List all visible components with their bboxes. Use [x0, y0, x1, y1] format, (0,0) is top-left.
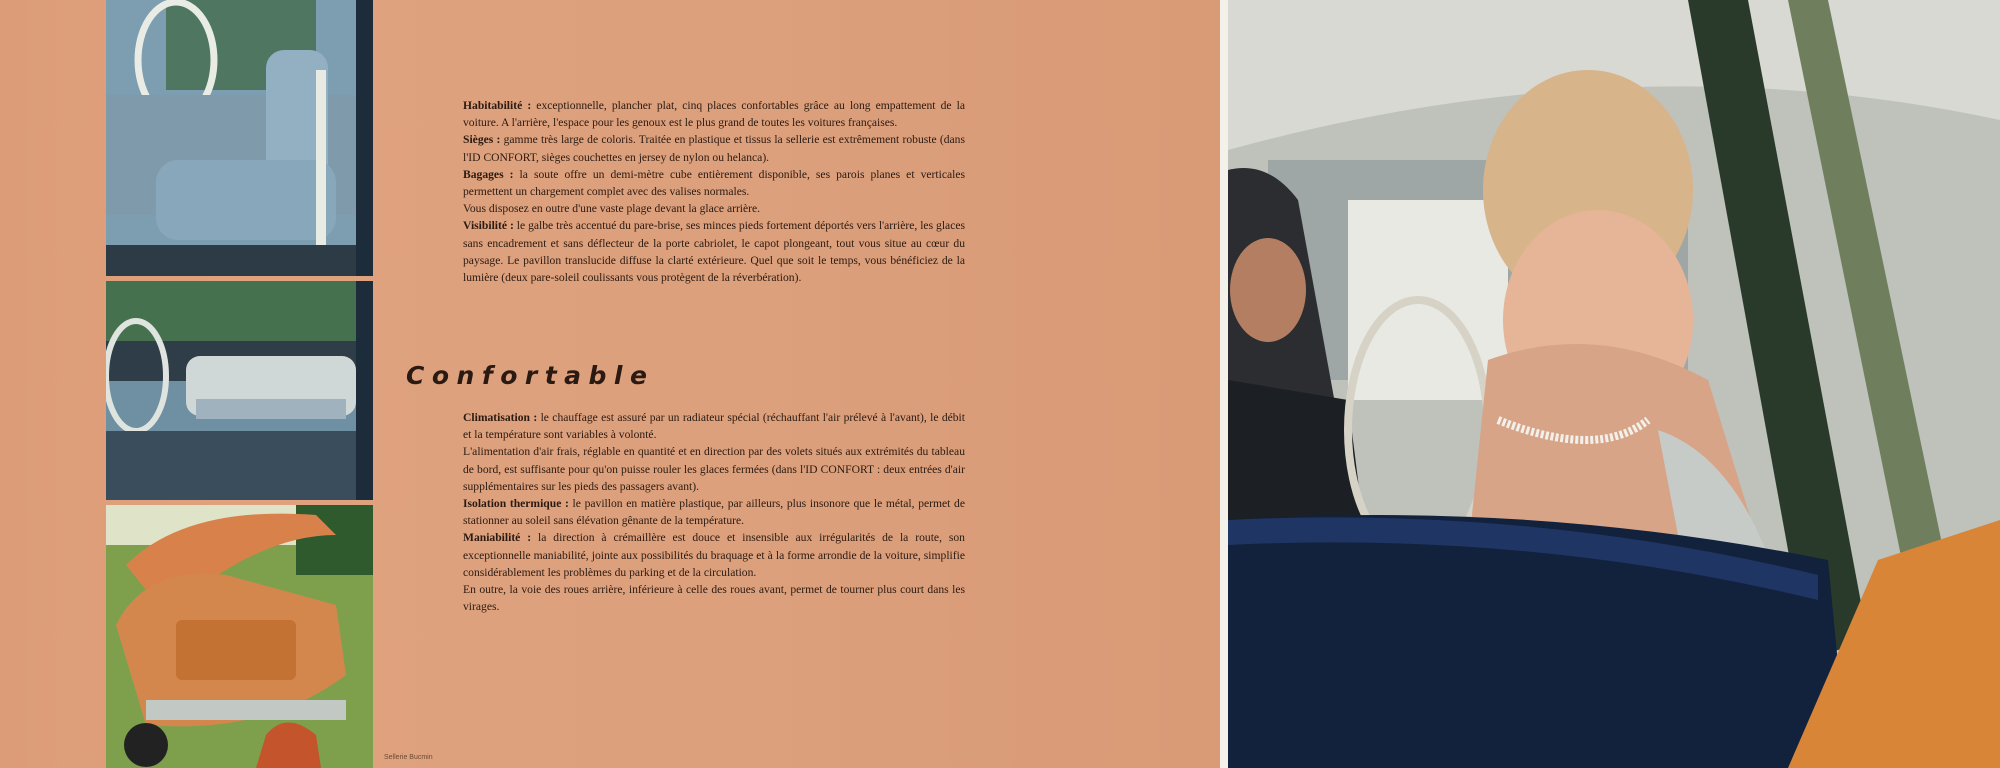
paragraph [463, 217, 965, 286]
paragraph [463, 97, 965, 131]
paragraph [463, 200, 965, 217]
paragraph-text: le galbe très accentué du pare-brise, ses minces pieds fortement déportés vers l'arrière, les glaces sans encadrement et sans déflecteur de la porte cabriolet, le capot plongeant, tout vous situe au cœur du paysage. Le pavillon translucide diffuse la clarté extérieure. Quel que soit le temps, vous bénéficiez de la lumière (deux pare-soleil coulissants vous protègent de la réverbération). [463, 219, 965, 285]
paragraph-label: Maniabilité : [463, 531, 532, 545]
photo-trunk [106, 505, 373, 768]
paragraph-text: Vous disposez en outre d'une vaste plage devant la glace arrière. [463, 202, 761, 216]
paragraph [463, 131, 965, 165]
paragraph-text: exceptionnelle, plancher plat, cinq places confortables grâce au long empattement de la voiture. A l'arrière, l'espace pour les genoux est le plus grand de toutes les voitures françaises. [463, 99, 965, 130]
paragraph-text: L'alimentation d'air frais, réglable en quantité et en direction par des volets situés aux extrémités du tableau de bord, est suffisante pour qu'on puisse rouler les glaces fermées (dans l'ID CONFORT : deux entrées d'air supplémentaires sur les pieds des passagers avant). [463, 445, 965, 493]
paragraph [463, 495, 965, 529]
text-block-habitabilite [463, 97, 965, 286]
paragraph-label: Bagages : [463, 167, 514, 181]
paragraph [463, 443, 965, 495]
section-heading: Confortable [406, 361, 655, 390]
paragraph-text: le pavillon en matière plastique, par ailleurs, plus insonore que le métal, permet de stationner au soleil sans élévation gênante de la température. [463, 497, 966, 528]
photo-caption: Sellerie Bucmin [384, 754, 433, 761]
paragraph [463, 409, 965, 443]
paragraph-label: Sièges : [463, 133, 501, 147]
photo-dashboard [106, 281, 373, 500]
paragraph-text: gamme très large de coloris. Traitée en plastique et tissus la sellerie est extrêmement robuste (dans l'ID CONFORT, sièges couchettes en jersey de nylon ou helanca). [463, 133, 965, 164]
paragraph-label: Visibilité : [463, 219, 514, 233]
paragraph-label: Isolation thermique : [463, 497, 569, 511]
paragraph [463, 529, 965, 581]
photo-couple-driving [1228, 0, 2000, 768]
paragraph-label: Climatisation : [463, 411, 538, 424]
paragraph-text: la soute offre un demi-mètre cube entièrement disponible, ses parois planes et verticales permettent un chargement complet avec des valises normales. [463, 167, 966, 199]
page-gutter [1220, 0, 1228, 768]
paragraph-text: la direction à crémaillère est douce et insensible aux irrégularités de la route, son exceptionnelle maniabilité, jointe aux possibilités du braquage et à la forme arrondie de la voiture, simplifie considérablement les problèmes du parking et de la circulation. [463, 531, 965, 579]
photo-interior-seat [106, 0, 373, 276]
paragraph [463, 581, 965, 615]
paragraph [463, 166, 965, 200]
text-block-climatisation [463, 409, 965, 615]
paragraph-label: Habitabilité : [463, 99, 532, 112]
paragraph-text: le chauffage est assuré par un radiateur spécial (réchauffant l'air prélevé à l'avant), le débit et la température sont variables à volonté. [463, 411, 966, 442]
paragraph-text: En outre, la voie des roues arrière, inférieure à celle des roues avant, permet de tourner plus court dans les virages. [463, 583, 965, 614]
